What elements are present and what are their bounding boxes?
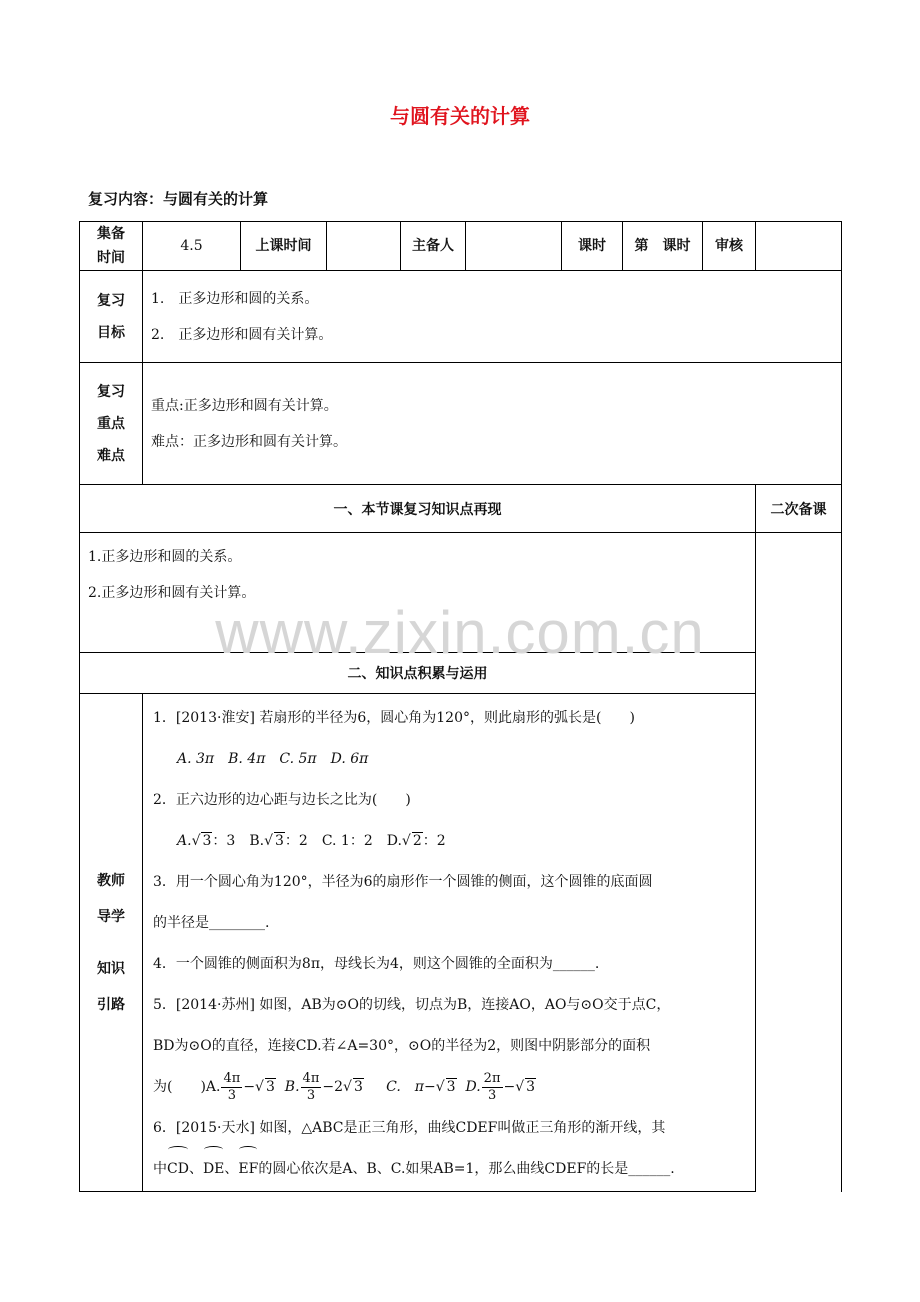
page-title: 与圆有关的计算 [390,104,530,128]
header-class-time-value [327,222,401,271]
q6-prefix: 中 [153,1161,167,1177]
section1-item: 1.正多边形和圆的关系。 [88,549,242,565]
q5-prefix: 为( )A. [153,1079,221,1095]
header-prep-label-line1: 集备 [97,226,125,242]
section1-item: 2.正多边形和圆有关计算。 [88,585,256,601]
question-3-line2: 的半径是________. [153,915,270,931]
second-prep-column [756,533,842,1192]
section1-content [80,533,756,653]
header-prep-label-line2: 时间 [97,250,125,266]
q2-option-b-rest: ：2 C. 1：2 D. [284,833,402,849]
header-prep-time-value: 4.5 [143,222,241,271]
arc-ef: EF [238,1149,258,1190]
arc-cd: CD [167,1149,189,1190]
teacher-guide-label-line4: 引路 [97,996,125,1013]
keypoint-difficult: 难点：正多边形和圆有关计算。 [151,433,347,450]
q5-d-radicand: 3 [526,1079,536,1095]
question-6-line2 [153,1149,749,1190]
q5-a-num: 4π [223,1070,241,1086]
q6-sep: 、 [224,1161,239,1177]
header-review-value [756,222,842,271]
keypoints-label-line3: 难点 [97,447,125,464]
section1-title: 一、本节课复习知识点再现 [80,485,756,533]
q5-b-den: 3 [306,1087,316,1103]
goals-label-line2: 目标 [97,324,125,341]
question-1-options: A. 3π B. 4π C. 5π D. 6π [177,751,369,767]
teacher-guide-label-line3: 知识 [97,960,125,977]
q5-b-minus: −2 [322,1079,344,1095]
q5-a-den: 3 [227,1087,237,1103]
q5-a-radicand: 3 [265,1079,275,1095]
goals-label [80,271,143,363]
q5-a-minus: − [243,1079,256,1095]
header-review-label: 审核 [703,222,756,271]
goals-label-line1: 复习 [97,292,125,309]
watermark: www.zixin.com.cn [215,599,705,666]
q5-option-a-fraction [221,1071,242,1104]
question-1: 1．[2013·淮安] 若扇形的半径为6，圆心角为120°，则此扇形的弧长是( ) [153,710,635,726]
goal-item: 2. 正多边形和圆有关计算。 [151,326,333,343]
question-2: 2．正六边形的边心距与边长之比为( ) [153,792,411,808]
q5-d-num: 2π [483,1070,501,1086]
review-content-line: 复习内容：与圆有关的计算 [88,190,269,208]
q5-option-d-label: D. [465,1079,481,1095]
q5-option-d-fraction [482,1071,503,1104]
header-preparer-label: 主备人 [401,222,466,271]
header-prep-time-label [80,222,143,271]
question-3-line1: 3．用一个圆心角为120°，半径为6的扇形作一个圆锥的侧面，这个圆锥的底面圆 [153,874,653,890]
goal-item: 1. 正多边形和圆的关系。 [151,290,319,307]
question-2-options: A.√ 3：3 B.√ 3：2 C. 1：2 D.√ 2：2 [177,833,446,849]
teacher-guide-label [80,694,143,1192]
question-5-line1: 5．[2014·苏州] 如图，AB为⊙O的切线，切点为B，连接AO，AO与⊙O交于点C， [153,997,671,1013]
keypoints-label-line2: 重点 [97,415,125,432]
lesson-table [79,221,842,1192]
second-prep-label: 二次备课 [756,485,842,533]
header-class-time-label: 上课时间 [241,222,327,271]
q5-option-b-fraction [301,1071,322,1104]
q5-d-minus: − [503,1079,516,1095]
keypoints-content [143,363,842,485]
header-period-label: 课时 [562,222,623,271]
q2-option-a-rest: ：3 B. [212,833,265,849]
q2-option-d-rest: ：2 [422,833,446,849]
q2-option-a-radicand: 3 [202,833,212,849]
q6-rest: 的圆心依次是A、B、C.如果AB=1，那么曲线CDEF的长是______. [258,1161,675,1177]
header-period-value: 第 课时 [623,222,703,271]
teacher-guide-label-line1: 教师 [97,872,125,889]
q5-b-num: 4π [302,1070,320,1086]
q2-option-b-radicand: 3 [274,833,284,849]
keypoint-important: 重点:正多边形和圆有关计算。 [151,397,338,414]
q2-option-a-label: A. [177,833,192,849]
q5-c-radicand: 3 [446,1079,456,1095]
arc-de: DE [203,1149,224,1190]
question-5-options: 为( )A. $\frac{4\pi}{3}$ −√ 3 B. $\frac{4\pi}{3}$ −2√ 3 C. π−√ 3 D. $\frac{2\pi}{3}$ −√ 3 [153,1070,536,1103]
keypoints-label [80,363,143,485]
header-preparer-value [466,222,562,271]
question-6-line1: 6．[2015·天水] 如图，△ABC是正三角形，曲线CDEF叫做正三角形的渐开线，其 [153,1120,666,1136]
goals-content [143,271,842,363]
section2-title: 二、知识点积累与运用 [80,653,756,694]
keypoints-label-line1: 复习 [97,383,125,400]
q5-option-c: C. π− [386,1079,436,1095]
teacher-guide-label-line2: 导学 [97,908,125,925]
exercises-content [143,694,756,1192]
q5-b-radicand: 3 [353,1079,363,1095]
q5-d-den: 3 [487,1087,497,1103]
q2-option-d-radicand: 2 [412,833,422,849]
q5-option-b-label: B. [284,1079,300,1095]
q6-sep: 、 [188,1161,203,1177]
question-5-line2: BD为⊙O的直径，连接CD.若∠A=30°，⊙O的半径为2，则图中阴影部分的面积 [153,1038,651,1054]
question-4: 4．一个圆锥的侧面积为8π，母线长为4，则这个圆锥的全面积为______. [153,956,600,972]
